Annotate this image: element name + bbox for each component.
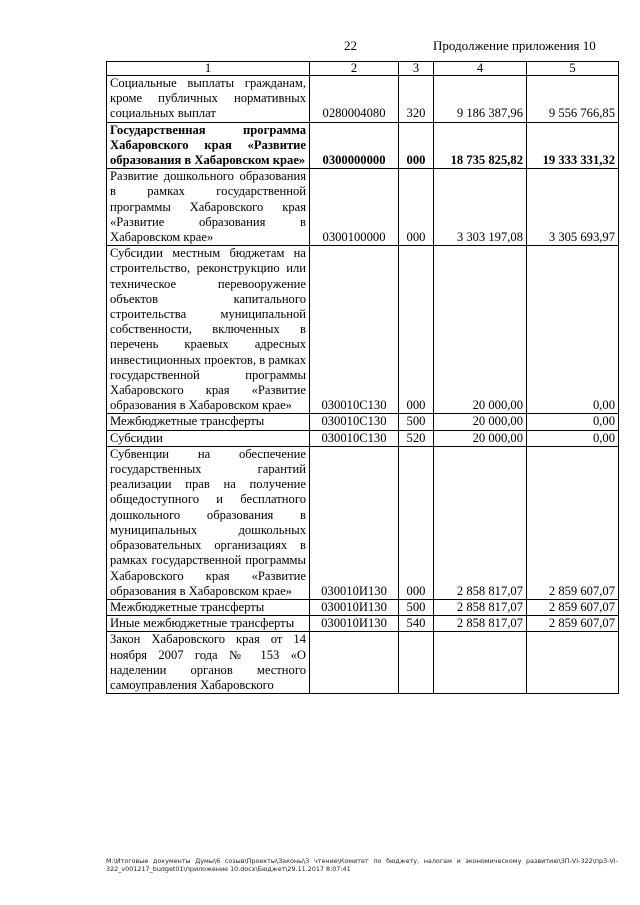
row-name: Государственная программа Хабаровского края «Развитие образования в Хабаровском крае» [107, 122, 310, 169]
row-code: 030010И130 [310, 599, 399, 615]
column-header: 5 [527, 62, 619, 76]
table-row [107, 430, 619, 446]
row-code: 030010И130 [310, 446, 399, 599]
row-code: 030010С130 [310, 430, 399, 446]
row-code: 030010С130 [310, 414, 399, 430]
row-type [399, 632, 434, 694]
table-row [107, 246, 619, 414]
row-name: Субсидии [107, 430, 310, 446]
row-amount-1: 2 858 817,07 [434, 599, 527, 615]
row-code: 030010И130 [310, 616, 399, 632]
row-code: 0300000000 [310, 122, 399, 169]
row-name: Субвенции на обеспечение государственных гарантий реализации прав на получение общедоступного и бесплатного дошкольного образования в муниципальных дошкольных образовательных организациях в рамках государственной программы Хабаровского края «Развитие образования в Хабаровском крае» [107, 446, 310, 599]
row-code [310, 632, 399, 694]
row-name: Развитие дошкольного образования в рамках государственной программы Хабаровского края «Развитие образования в Хабаровском крае» [107, 169, 310, 246]
table-row [107, 446, 619, 599]
table-row [107, 616, 619, 632]
row-name: Иные межбюджетные трансферты [107, 616, 310, 632]
row-type: 500 [399, 414, 434, 430]
column-header: 3 [399, 62, 434, 76]
row-name: Социальные выплаты гражданам, кроме публичных нормативных социальных выплат [107, 76, 310, 123]
row-type: 000 [399, 122, 434, 169]
table-header-row [107, 62, 619, 76]
row-type: 320 [399, 76, 434, 123]
page-number: 22 [344, 38, 357, 53]
row-amount-2: 2 859 607,07 [527, 616, 619, 632]
row-name: Субсидии местным бюджетам на строительство, реконструкцию или техническое перевооружение объектов капитального строительства муниципальной собственности, включенных в перечень краевых адресных инвестиционных проектов, в рамках государственной программы Хабаровского края «Развитие образования в Хабаровском крае» [107, 246, 310, 414]
table-row [107, 169, 619, 246]
row-amount-2: 0,00 [527, 414, 619, 430]
row-amount-2: 19 333 331,32 [527, 122, 619, 169]
table-row [107, 414, 619, 430]
row-type: 000 [399, 246, 434, 414]
row-type: 000 [399, 169, 434, 246]
row-amount-1: 20 000,00 [434, 430, 527, 446]
appendix-title: Продолжение приложения 10 [433, 38, 596, 53]
table-row [107, 122, 619, 169]
row-type: 500 [399, 599, 434, 615]
row-amount-2 [527, 632, 619, 694]
row-amount-1: 2 858 817,07 [434, 616, 527, 632]
row-type: 540 [399, 616, 434, 632]
row-type: 000 [399, 446, 434, 599]
table-row [107, 76, 619, 123]
row-amount-2: 2 859 607,07 [527, 599, 619, 615]
budget-table [106, 61, 619, 694]
row-code: 030010С130 [310, 246, 399, 414]
row-name: Закон Хабаровского края от 14 ноября 2007 года № 153 «О наделении органов местного самоуправления Хабаровского [107, 632, 310, 694]
column-header: 2 [310, 62, 399, 76]
table-row [107, 599, 619, 615]
row-amount-1 [434, 632, 527, 694]
row-amount-2: 0,00 [527, 246, 619, 414]
row-type: 520 [399, 430, 434, 446]
row-amount-2: 9 556 766,85 [527, 76, 619, 123]
footer-file-path: М:\Итоговые документы Думы\6 созыв\Проекты\Законы\3 чтение\Комитет по бюджету, налогам и экономическому развитию\3П-VI-322\пр3-VI-322_v001217_budget01\приложение 10.docx\Бюджет\29.11.2017 8:07:41 [106, 857, 618, 873]
row-amount-2: 2 859 607,07 [527, 446, 619, 599]
table-row [107, 632, 619, 694]
row-code: 0280004080 [310, 76, 399, 123]
row-amount-2: 3 305 693,97 [527, 169, 619, 246]
row-amount-2: 0,00 [527, 430, 619, 446]
row-name: Межбюджетные трансферты [107, 599, 310, 615]
column-header: 4 [434, 62, 527, 76]
row-amount-1: 20 000,00 [434, 414, 527, 430]
row-amount-1: 9 186 387,96 [434, 76, 527, 123]
column-header: 1 [107, 62, 310, 76]
row-amount-1: 20 000,00 [434, 246, 527, 414]
row-code: 0300100000 [310, 169, 399, 246]
row-amount-1: 2 858 817,07 [434, 446, 527, 599]
row-name: Межбюджетные трансферты [107, 414, 310, 430]
row-amount-1: 3 303 197,08 [434, 169, 527, 246]
row-amount-1: 18 735 825,82 [434, 122, 527, 169]
